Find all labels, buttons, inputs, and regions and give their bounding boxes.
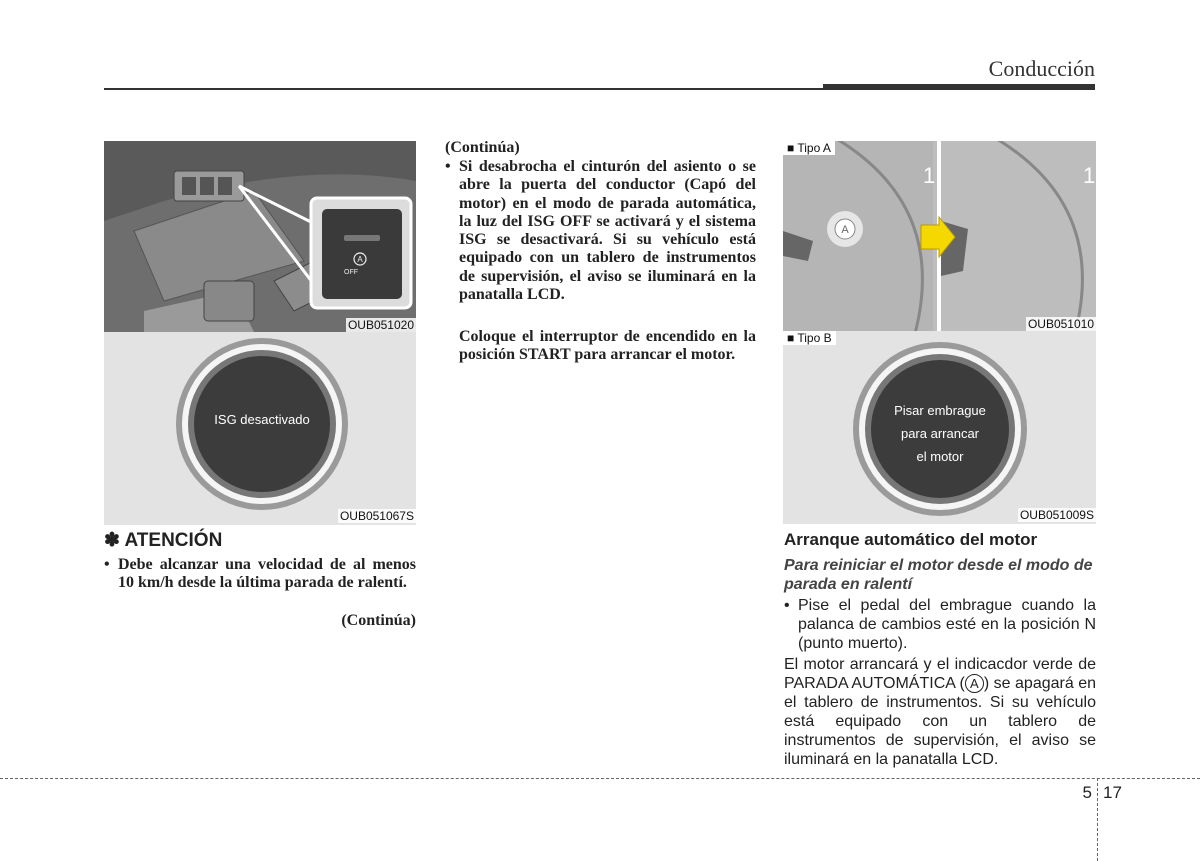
- isg-display-illustration: [104, 332, 416, 525]
- section-heading: Arranque automático del motor: [784, 530, 1038, 549]
- mid-bullet: [445, 158, 756, 304]
- right-bullet-text: Pise el pedal del embrague cuando la palanca de cambios esté en la posición N (punto muerto).: [798, 597, 1096, 652]
- tipo-a-illustration: [783, 141, 1096, 331]
- bullet-dot: •: [104, 556, 110, 573]
- dashboard-illustration: [104, 141, 416, 332]
- dashboard-switch-figure: [104, 141, 416, 332]
- paragraph-text-end: ) se apagará en el tablero de instrumentos. Si su vehículo está equipado con un tablero de instrumentos de supervisión, el aviso se iluminará en la panatalla LCD.: [784, 675, 1097, 768]
- mid-paragraph: Coloque el interruptor de encendido en la posición START para arrancar el motor.: [459, 328, 756, 364]
- footer-dashed-rule: [0, 778, 1200, 779]
- auto-stop-icon: A: [965, 674, 984, 693]
- continua-label: (Continúa): [341, 612, 416, 629]
- attention-heading: ✽ ATENCIÓN: [104, 530, 223, 551]
- switch-off-label: OFF: [344, 269, 358, 276]
- svg-text:A: A: [357, 255, 363, 264]
- figure-code: OUB051009S: [1019, 508, 1094, 522]
- right-bullet: [784, 596, 1096, 653]
- svg-text:1: 1: [1083, 163, 1096, 188]
- svg-text:A: A: [841, 224, 849, 236]
- footer-vertical-rule: [1097, 778, 1098, 861]
- right-paragraph: [784, 655, 1096, 769]
- tipo-b-label: ■ Tipo B: [783, 331, 836, 345]
- figure-code: OUB051020: [347, 318, 414, 332]
- isg-display-figure: [104, 332, 416, 525]
- tipo-b-figure: [783, 331, 1096, 524]
- bullet-dot: •: [445, 158, 451, 175]
- mid-bullet-text: Si desabrocha el cinturón del asiento o se abre la puerta del conductor (Capó del motor) en el modo de parada automática, la luz del ISG OFF se activará y el sistema ISG se desactivará. Si su vehículo está equipado con un tablero de instrumentos de supervisión, el aviso se iluminará en la panatalla LCD.: [459, 158, 756, 304]
- figure-code: OUB051010: [1027, 317, 1094, 331]
- subheading: Para reiniciar el motor desde el modo de parada en ralentí: [784, 557, 1093, 593]
- section-number: 5: [1082, 783, 1092, 802]
- tipo-b-display-text: [870, 399, 1010, 468]
- tipo-a-label: ■ Tipo A: [783, 141, 835, 155]
- continua-top-label: (Continúa): [445, 139, 520, 156]
- section-title: Conducción: [988, 56, 1095, 81]
- attention-bullet-text: Debe alcanzar una velocidad de al menos 10 km/h desde la última parada de ralentí.: [118, 556, 416, 592]
- tipo-a-figure: [783, 141, 1096, 331]
- isg-display-text: ISG desactivado: [214, 412, 310, 427]
- tipo-b-line: el motor: [916, 449, 964, 464]
- bullet-dot: •: [784, 597, 790, 614]
- figure-code: OUB051067S: [339, 509, 414, 523]
- tipo-b-line: Pisar embrague: [894, 403, 986, 418]
- attention-bullet: [104, 556, 416, 593]
- page-number: 17: [1103, 783, 1122, 802]
- header-rule: [104, 88, 1095, 90]
- paragraph-text-start: El motor arrancará y el indicacdor verde de PARADA AUTOMÁTICA (: [784, 656, 1096, 692]
- tipo-b-line: para arrancar: [900, 426, 980, 441]
- svg-text:1: 1: [923, 163, 936, 188]
